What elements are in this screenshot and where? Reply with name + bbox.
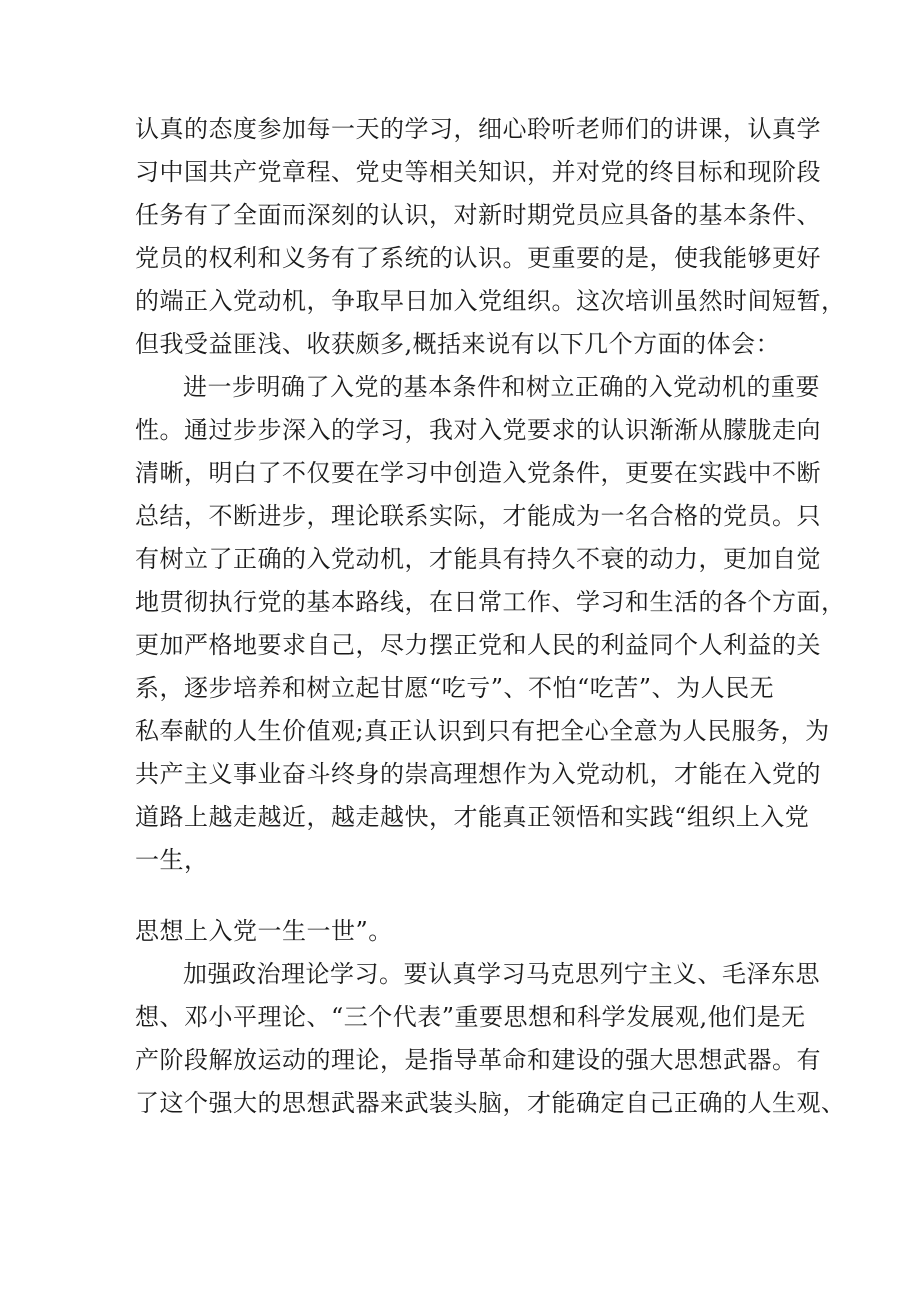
paragraph-line: 但我受益匪浅、收获颇多,概括来说有以下几个方面的体会：	[135, 330, 781, 358]
paragraph-line: 加强政治理论学习。要认真学习马克思列宁主义、毛泽东思	[183, 960, 820, 988]
paragraph-line: 系，逐步培养和树立起甘愿“吃亏”、不怕“吃苦”、为人民无	[135, 674, 775, 702]
paragraph-line: 一生，	[135, 846, 209, 874]
paragraph-line: 思想上入党一生一世”。	[135, 917, 393, 945]
paragraph-line: 总结，不断进步，理论联系实际，才能成为一名合格的党员。只	[135, 502, 821, 530]
paragraph-line: 习中国共产党章程、党史等相关知识，并对党的终目标和现阶段	[135, 158, 821, 186]
paragraph-line: 了这个强大的思想武器来武装头脑，才能确定自己正确的人生观、	[135, 1089, 846, 1117]
paragraph-line: 私奉献的人生价值观;真正认识到只有把全心全意为人民服务，为	[135, 717, 830, 745]
paragraph-line: 任务有了全面而深刻的认识，对新时期党员应具备的基本条件、	[135, 201, 821, 229]
paragraph-line: 进一步明确了入党的基本条件和树立正确的入党动机的重要	[183, 373, 820, 401]
paragraph-line: 认真的态度参加每一天的学习，细心聆听老师们的讲课，认真学	[135, 115, 821, 143]
paragraph-line: 性。通过步步深入的学习，我对入党要求的认识渐渐从朦胧走向	[135, 416, 821, 444]
paragraph-line: 想、邓小平理论、“三个代表”重要思想和科学发展观,他们是无	[135, 1003, 806, 1031]
paragraph-line: 道路上越走越近，越走越快，才能真正领悟和实践“组织上入党	[135, 803, 810, 831]
paragraph-line: 产阶段解放运动的理论，是指导革命和建设的强大思想武器。有	[135, 1046, 821, 1074]
paragraph-line: 党员的权利和义务有了系统的认识。更重要的是，使我能够更好	[135, 244, 821, 272]
paragraph-line: 共产主义事业奋斗终身的崇高理想作为入党动机，才能在入党的	[135, 760, 821, 788]
paragraph-line: 更加严格地要求自己，尽力摆正党和人民的利益同个人利益的关	[135, 631, 821, 659]
paragraph-line: 清晰，明白了不仅要在学习中创造入党条件，更要在实践中不断	[135, 459, 821, 487]
paragraph-line: 的端正入党动机，争取早日加入党组织。这次培训虽然时间短暂，	[135, 287, 846, 315]
paragraph-line: 有树立了正确的入党动机，才能具有持久不衰的动力，更加自觉	[135, 545, 821, 573]
paragraph-line: 地贯彻执行党的基本路线，在日常工作、学习和生活的各个方面，	[135, 588, 846, 616]
